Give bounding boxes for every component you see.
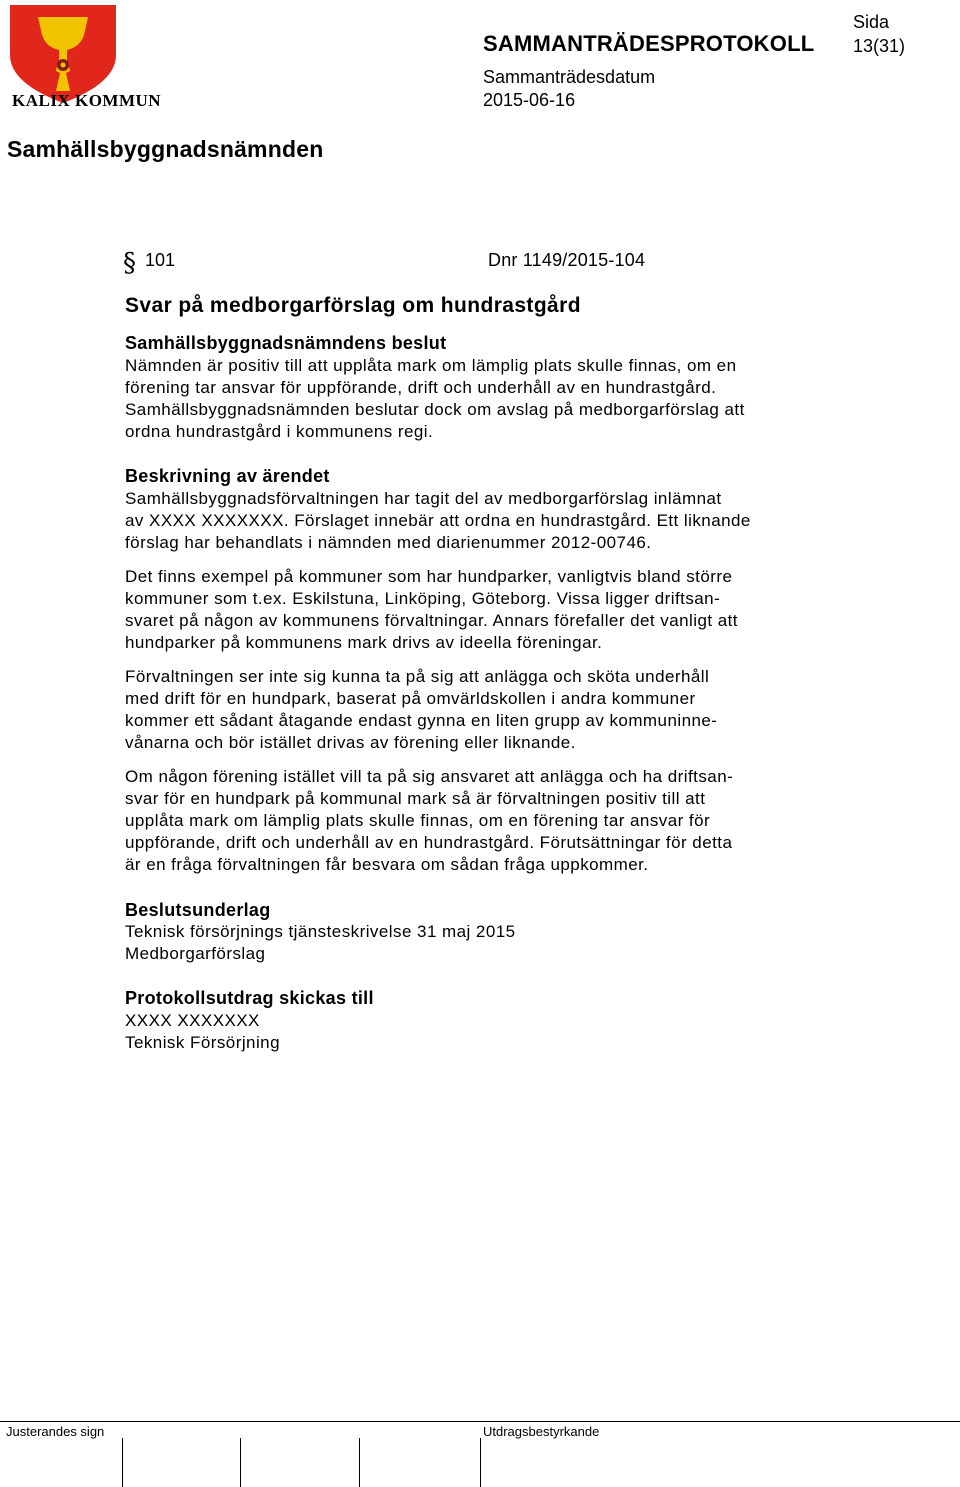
certification-label: Utdragsbestyrkande	[483, 1424, 600, 1439]
signature-box-divider	[240, 1438, 241, 1487]
description-line: Samhällsbyggnadsförvaltningen har tagit del av medborgarförslag inlämnat	[125, 489, 722, 508]
description-line: är en fråga förvaltningen får besvara om sådan fråga uppkommer.	[125, 855, 649, 874]
description-line: vånarna och bör istället drivas av förening eller liknande.	[125, 733, 576, 752]
footer-divider	[0, 1421, 960, 1422]
signature-box-divider	[359, 1438, 360, 1487]
description-line: förslag har behandlats i nämnden med diarienummer 2012-00746.	[125, 533, 652, 552]
description-line: svar för en hundpark på kommunal mark så är förvaltningen positiv till att	[125, 789, 706, 808]
case-title: Svar på medborgarförslag om hundrastgård	[125, 294, 581, 317]
description-line: uppförande, drift och underhåll av en hundrastgård. Förutsättningar för detta	[125, 833, 733, 852]
decision-line: Samhällsbyggnadsnämnden beslutar dock om avslag på medborgarförslag att	[125, 400, 745, 419]
kalix-kommun-logo	[8, 3, 160, 113]
extract-recipient: XXXX XXXXXXX	[125, 1011, 260, 1030]
case-number: 101	[145, 250, 176, 270]
signature-box-divider	[122, 1438, 123, 1487]
description-line: Det finns exempel på kommuner som har hundparker, vanligtvis bland större	[125, 567, 733, 586]
decision-line: förening tar ansvar för uppförande, drift och underhåll av en hundrastgård.	[125, 378, 717, 397]
description-line: kommuner som t.ex. Eskilstuna, Linköping, Göteborg. Vissa ligger driftsan-	[125, 589, 721, 608]
extract-heading: Protokollsutdrag skickas till	[125, 988, 374, 1008]
decision-heading: Samhällsbyggnadsnämndens beslut	[125, 333, 447, 353]
signature-box-divider	[480, 1438, 481, 1487]
description-line: svaret på någon av kommunens förvaltningar. Annars förefaller det vanligt att	[125, 611, 738, 630]
decision-line: ordna hundrastgård i kommunens regi.	[125, 422, 434, 441]
signature-label: Justerandes sign	[6, 1424, 105, 1439]
page-number: 13(31)	[853, 36, 906, 56]
description-heading: Beskrivning av ärendet	[125, 466, 330, 486]
meeting-date-label: Sammanträdesdatum	[483, 67, 656, 87]
basis-item: Medborgarförslag	[125, 944, 266, 963]
description-line: av XXXX XXXXXXX. Förslaget innebär att ordna en hundrastgård. Ett liknande	[125, 511, 751, 530]
extract-recipient: Teknisk Försörjning	[125, 1033, 280, 1052]
description-line: upplåta mark om lämplig plats skulle finnas, om en förening tar ansvar för	[125, 811, 711, 830]
page-label: Sida	[853, 12, 890, 32]
paragraph-mark: §	[123, 248, 136, 278]
basis-item: Teknisk försörjnings tjänsteskrivelse 31 maj 2015	[125, 922, 516, 941]
meeting-date: 2015-06-16	[483, 90, 576, 110]
description-line: hundparker på kommunens mark drivs av ideella föreningar.	[125, 633, 603, 652]
description-line: kommer ett sådant åtagande endast gynna en liten grupp av kommuninne-	[125, 711, 718, 730]
decision-line: Nämnden är positiv till att upplåta mark om lämplig plats skulle finnas, om en	[125, 356, 737, 375]
diary-number: Dnr 1149/2015-104	[488, 250, 646, 270]
basis-heading: Beslutsunderlag	[125, 900, 271, 920]
logo-wordmark: KALIX KOMMUN	[12, 91, 162, 110]
description-line: Förvaltningen ser inte sig kunna ta på sig att anlägga och sköta underhåll	[125, 667, 710, 686]
document-title: SAMMANTRÄDESPROTOKOLL	[483, 31, 815, 56]
description-line: med drift för en hundpark, baserat på omvärldskollen i andra kommuner	[125, 689, 696, 708]
committee-name: Samhällsbyggnadsnämnden	[7, 136, 324, 162]
description-line: Om någon förening istället vill ta på sig ansvaret att anlägga och ha driftsan-	[125, 767, 734, 786]
